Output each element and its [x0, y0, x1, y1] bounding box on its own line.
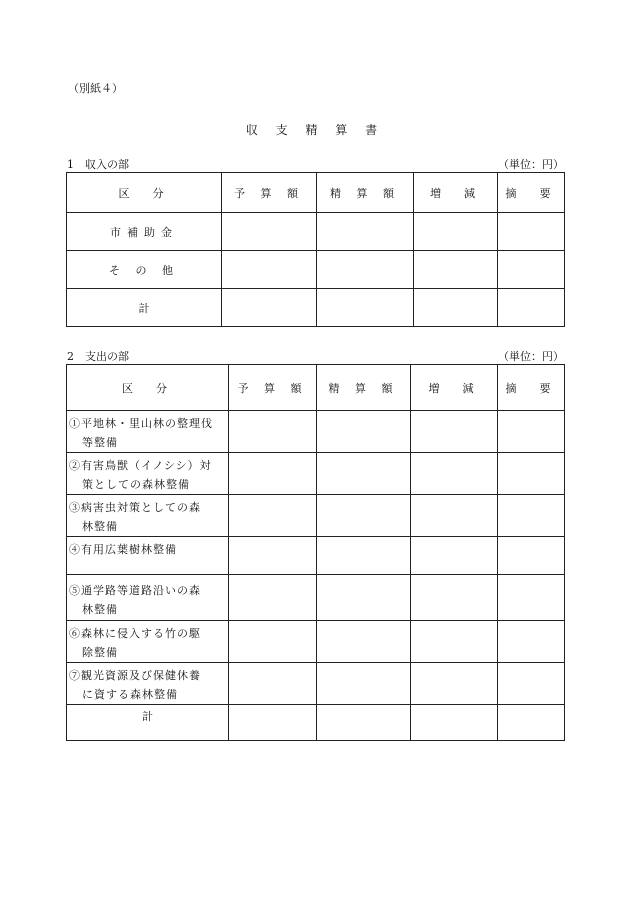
income-header-row — [67, 173, 565, 213]
table-cell — [414, 289, 498, 327]
table-row — [67, 453, 565, 495]
expense-col-change: 増 減 — [411, 365, 498, 411]
expense-row-label: ⑥森林に侵入する竹の駆 除整備 — [67, 621, 229, 663]
expense-row-label: ③病害虫対策としての森 林整備 — [67, 495, 229, 537]
table-cell — [498, 663, 565, 705]
table-cell — [317, 495, 411, 537]
table-row — [67, 495, 565, 537]
attachment-label: （別紙４） — [68, 82, 123, 95]
table-cell — [498, 289, 565, 327]
table-cell — [498, 411, 565, 453]
table-cell — [498, 537, 565, 575]
table-cell — [411, 537, 498, 575]
table-cell — [411, 621, 498, 663]
table-cell — [229, 411, 317, 453]
expense-table — [66, 364, 565, 741]
table-cell — [498, 213, 565, 251]
table-cell — [317, 213, 414, 251]
table-cell — [411, 663, 498, 705]
table-cell — [317, 251, 414, 289]
table-row — [67, 537, 565, 575]
expense-col-category: 区 分 — [67, 365, 229, 411]
table-cell — [411, 411, 498, 453]
income-col-change: 増 減 — [414, 173, 498, 213]
expense-row-label: ①平地林・里山林の整理伐 等整備 — [67, 411, 229, 453]
table-cell — [229, 621, 317, 663]
table-row — [67, 411, 565, 453]
table-row — [67, 705, 565, 741]
table-row — [67, 289, 565, 327]
income-col-category: 区 分 — [67, 173, 222, 213]
expense-col-budget: 予 算 額 — [229, 365, 317, 411]
table-cell — [222, 289, 317, 327]
table-row — [67, 575, 565, 621]
table-cell — [317, 453, 411, 495]
income-col-remarks: 摘 要 — [498, 173, 565, 213]
expense-header-row — [67, 365, 565, 411]
table-cell — [411, 575, 498, 621]
table-row — [67, 663, 565, 705]
table-cell — [229, 495, 317, 537]
table-cell — [229, 705, 317, 741]
table-row — [67, 621, 565, 663]
income-col-budget: 予 算 額 — [222, 173, 317, 213]
income-row-label: そ の 他 — [67, 251, 222, 289]
income-section-heading: 1 収入の部 — [67, 158, 129, 171]
table-cell — [498, 705, 565, 741]
table-cell — [317, 289, 414, 327]
table-cell — [317, 663, 411, 705]
table-cell — [411, 453, 498, 495]
expense-row-label: ⑤通学路等道路沿いの森 林整備 — [67, 575, 229, 621]
document-title: 収 支 精 算 書 — [245, 123, 385, 137]
income-col-settled: 精 算 額 — [317, 173, 414, 213]
expense-row-label: ②有害鳥獣（イノシシ）対 策としての森林整備 — [67, 453, 229, 495]
income-row-label: 市補助金 — [67, 213, 222, 251]
table-cell — [317, 575, 411, 621]
table-cell — [498, 251, 565, 289]
table-cell — [498, 575, 565, 621]
table-cell — [229, 663, 317, 705]
expense-total-label: 計 — [67, 705, 229, 741]
expense-section-heading: 2 支出の部 — [67, 350, 129, 363]
table-cell — [317, 411, 411, 453]
table-cell — [317, 537, 411, 575]
table-cell — [411, 495, 498, 537]
income-table — [66, 172, 565, 327]
expense-col-remarks: 摘 要 — [498, 365, 565, 411]
table-cell — [414, 213, 498, 251]
table-cell — [411, 705, 498, 741]
table-cell — [414, 251, 498, 289]
table-cell — [498, 495, 565, 537]
table-cell — [317, 621, 411, 663]
expense-row-label: ⑦観光資源及び保健休養 に資する森林整備 — [67, 663, 229, 705]
table-cell — [222, 213, 317, 251]
table-cell — [498, 621, 565, 663]
table-cell — [229, 453, 317, 495]
table-cell — [498, 453, 565, 495]
expense-row-label: ④有用広葉樹林整備 — [67, 537, 229, 575]
table-cell — [222, 251, 317, 289]
income-total-label: 計 — [67, 289, 222, 327]
table-cell — [229, 575, 317, 621]
table-row — [67, 251, 565, 289]
income-unit-label: （単位：円） — [498, 158, 564, 171]
expense-col-settled: 精 算 額 — [317, 365, 411, 411]
expense-unit-label: （単位：円） — [498, 350, 564, 363]
table-cell — [229, 537, 317, 575]
table-row — [67, 213, 565, 251]
table-cell — [317, 705, 411, 741]
